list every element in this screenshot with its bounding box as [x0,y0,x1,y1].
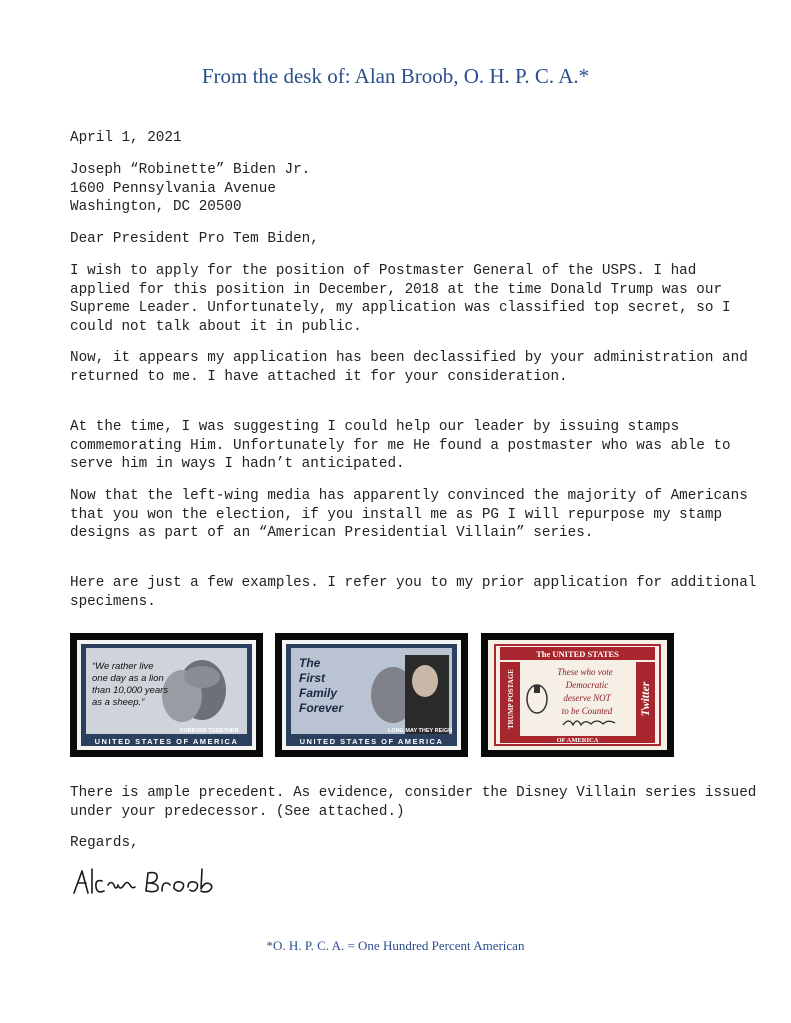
stamp-3-right-side: Twitter [638,681,652,717]
stamp-3-script-line-2: Democratic [565,680,609,690]
stamp-2-caption: LONG MAY THEY REIGN [388,728,453,734]
salutation: Dear President Pro Tem Biden, [70,231,319,247]
stamp-2-footer: UNITED STATES OF AMERICA [299,737,444,746]
stamp-3-left-side: TRUMP POSTAGE [507,669,515,729]
paragraph-1: I wish to apply for the position of Postmaster General of the USPS. I had applied for this position in December, 2018 at the time Donald Trump was our Supreme Leader. Unfortunately, my application was classified top secret, so I could not talk about it in public. [70,263,740,335]
stamp-1-quote-line-2: one day as a lion [92,673,164,684]
stamp-3-script-line-3: deserve NOT [563,693,611,703]
stamp-1-quote-line-4: as a sheep.” [92,697,145,708]
stamp-3-bottom-label: OF AMERICA [556,737,599,744]
handwritten-signature [70,865,220,906]
letter-date: April 1, 2021 [70,130,182,146]
stamp-1-quote-line-1: “We rather live [92,661,154,672]
precedent-paragraph: There is ample precedent. As evidence, consider the Disney Villain series issued under your predecessor. (See attached.) [70,785,765,820]
stamp-twitter-postage [481,633,674,757]
stamp-1-caption: FOREVER TOGETHER [180,728,239,734]
stamp-2-title-line-4: Forever [299,701,344,715]
stamp-first-family [275,633,468,757]
closing: Regards, [70,835,139,851]
address-line-city: Washington, DC 20500 [70,199,242,215]
footnote: *O. H. P. C. A. = One Hundred Percent American [266,938,525,953]
stamp-3-script-line-1: These who vote [557,667,613,677]
stamp-2-title-line-3: Family [299,686,338,700]
paragraph-2: Now, it appears my application has been declassified by your administration and returned to me. I have attached it for your consideration. [70,350,757,385]
recipient-address [70,161,760,217]
paragraph-5: Here are just a few examples. I refer you to my prior application for additional specimens. [70,575,765,610]
stamp-2-title-line-1: The [299,656,321,670]
stamp-1-footer: UNITED STATES OF AMERICA [94,737,239,746]
letterhead-title: From the desk of: Alan Broob, O. H. P. C. A.* [201,64,590,88]
stamp-1-quote-line-3: than 10,000 years [92,685,169,696]
stamp-3-script-line-4: to be Counted [561,706,613,716]
stamp-lion-quote [70,633,263,757]
address-line-street: 1600 Pennsylvania Avenue [70,180,276,197]
stamp-2-title-line-2: First [299,671,326,685]
address-line-name: Joseph “Robinette” Biden Jr. [70,162,311,178]
paragraph-3: At the time, I was suggesting I could help our leader by issuing stamps commemorating Him. Unfortunately for me He found a postmaster who was able to serve him in ways I hadn’t anticipated. [70,419,740,472]
stamp-3-top-label: The UNITED STATES [536,649,619,659]
paragraph-4: Now that the left-wing media has apparently convinced the majority of Americans that you won the election, if you install me as PG I will repurpose my stamp designs as part of an “American Presidential Villain” series. [70,488,757,541]
